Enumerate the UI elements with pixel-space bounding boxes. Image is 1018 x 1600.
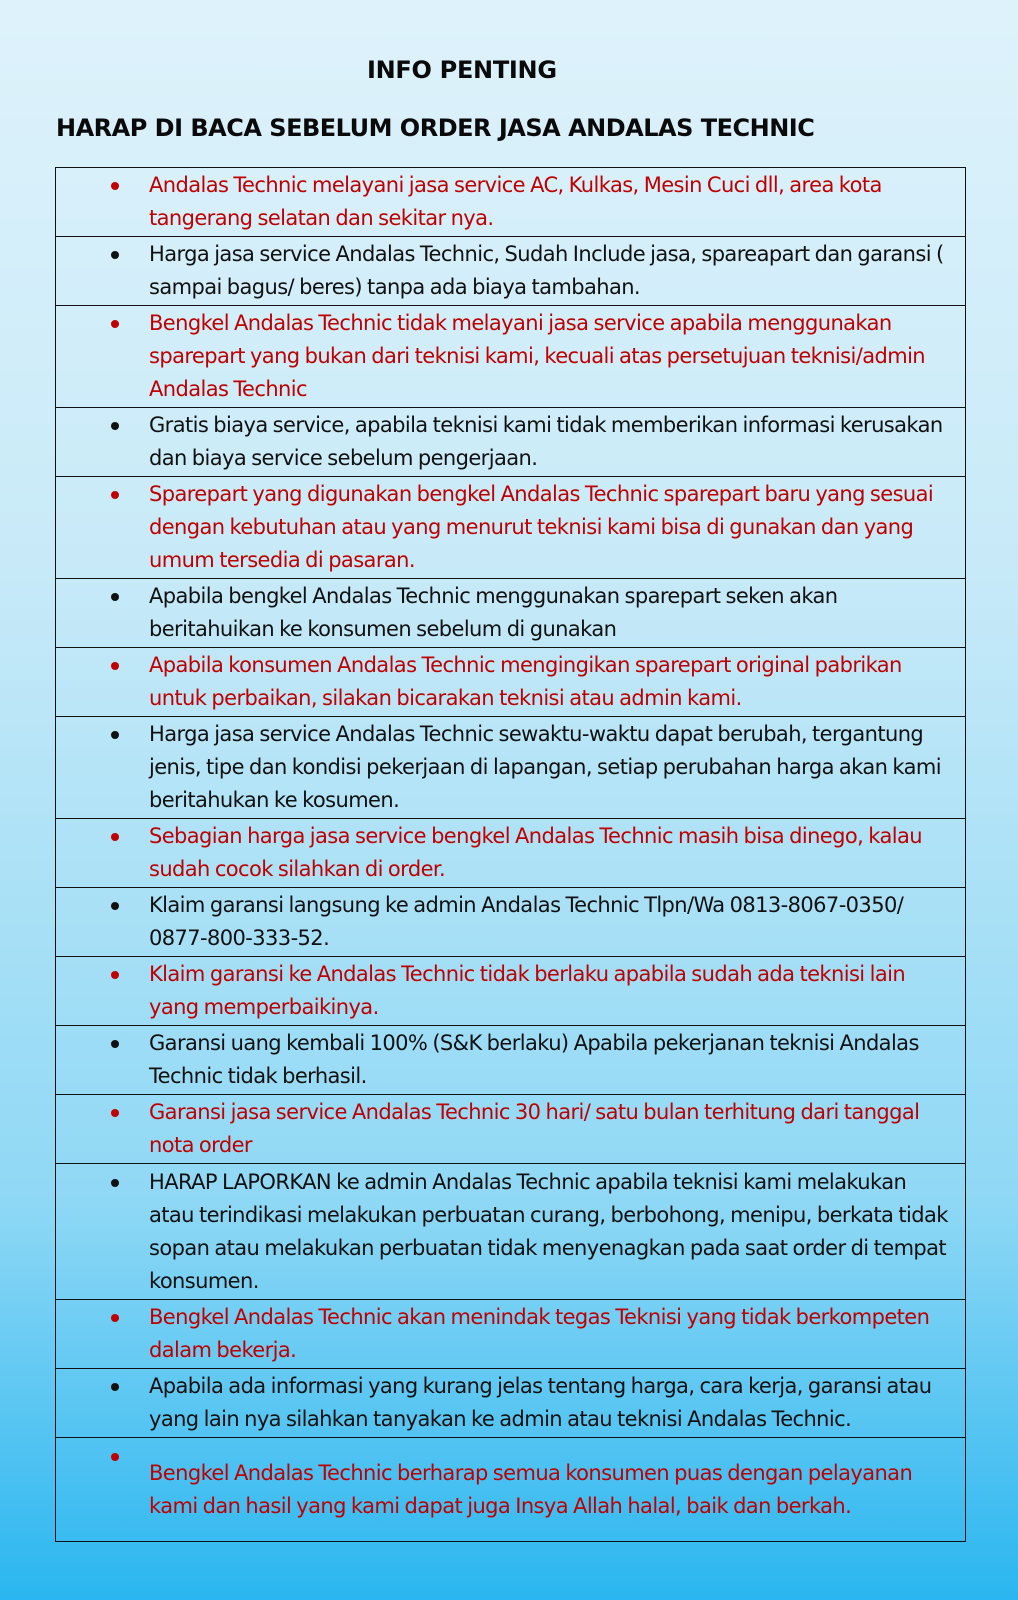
notice-item xyxy=(56,168,965,237)
notice-item-text: HARAP LAPORKAN ke admin Andalas Technic apabila teknisi kami melakukan atau terindikasi melakukan perbuatan curang, berbohong, menipu, berkata tidak sopan atau melakukan perbuatan tidak menyenagkan pada saat order di tempat konsumen. xyxy=(149,1169,948,1293)
page-title: INFO PENTING xyxy=(367,56,557,84)
notice-item xyxy=(56,1095,965,1164)
notice-item xyxy=(56,477,965,579)
notice-item xyxy=(56,957,965,1026)
bullet-icon xyxy=(111,1314,119,1322)
notice-item xyxy=(56,819,965,888)
notice-table xyxy=(55,167,966,1542)
notice-item-text: Gratis biaya service, apabila teknisi kami tidak memberikan informasi kerusakan dan biaya service sebelum pengerjaan. xyxy=(149,413,943,470)
bullet-icon xyxy=(111,1453,119,1461)
notice-item-text: Klaim garansi langsung ke admin Andalas Technic Tlpn/Wa 0813-8067-0350/ 0877-800-333-52. xyxy=(149,893,904,950)
bullet-icon xyxy=(111,182,119,190)
notice-item xyxy=(56,648,965,717)
notice-item xyxy=(56,306,965,408)
bullet-icon xyxy=(111,833,119,841)
bullet-icon xyxy=(111,902,119,910)
notice-item-text: Garansi jasa service Andalas Technic 30 hari/ satu bulan terhitung dari tanggal nota order xyxy=(149,1100,920,1157)
notice-item-text: Klaim garansi ke Andalas Technic tidak berlaku apabila sudah ada teknisi lain yang memperbaikinya. xyxy=(149,962,906,1019)
bullet-icon xyxy=(111,731,119,739)
notice-item-text: Apabila ada informasi yang kurang jelas tentang harga, cara kerja, garansi atau yang lain nya silahkan tanyakan ke admin atau teknisi Andalas Technic. xyxy=(149,1374,932,1431)
notice-item-text: Harga jasa service Andalas Technic, Sudah Include jasa, spareapart dan garansi ( sampai bagus/ beres) tanpa ada biaya tambahan. xyxy=(149,242,944,299)
notice-item xyxy=(56,237,965,306)
bullet-icon xyxy=(111,662,119,670)
notice-item xyxy=(56,1026,965,1095)
notice-item xyxy=(56,1369,965,1438)
notice-item-text: Garansi uang kembali 100% (S&K berlaku) Apabila pekerjanan teknisi Andalas Technic tidak berhasil. xyxy=(149,1031,919,1088)
notice-item xyxy=(56,1300,965,1369)
bullet-icon xyxy=(111,971,119,979)
notice-item-text: Apabila konsumen Andalas Technic mengingikan sparepart original pabrikan untuk perbaikan, silakan bicarakan teknisi atau admin kami. xyxy=(149,653,902,710)
notice-item xyxy=(56,408,965,477)
bullet-icon xyxy=(111,593,119,601)
bullet-icon xyxy=(111,422,119,430)
notice-item-text: Sebagian harga jasa service bengkel Andalas Technic masih bisa dinego, kalau sudah cocok silahkan di order. xyxy=(149,824,922,881)
notice-item xyxy=(56,1438,965,1541)
bullet-icon xyxy=(111,320,119,328)
notice-item xyxy=(56,1164,965,1300)
notice-item-text: Bengkel Andalas Technic tidak melayani jasa service apabila menggunakan sparepart yang bukan dari teknisi kami, kecuali atas persetujuan teknisi/admin Andalas Technic xyxy=(149,311,926,401)
bullet-icon xyxy=(111,491,119,499)
notice-item-text: Bengkel Andalas Technic berharap semua konsumen puas dengan pelayanan kami dan hasil yang kami dapat juga Insya Allah halal, baik dan berkah. xyxy=(149,1460,913,1518)
notice-item-text: Andalas Technic melayani jasa service AC, Kulkas, Mesin Cuci dll, area kota tangerang selatan dan sekitar nya. xyxy=(149,173,882,230)
notice-item-text: Apabila bengkel Andalas Technic menggunakan sparepart seken akan beritahuikan ke konsumen sebelum di gunakan xyxy=(149,584,838,641)
notice-item xyxy=(56,579,965,648)
bullet-icon xyxy=(111,1040,119,1048)
bullet-icon xyxy=(111,1109,119,1117)
bullet-icon xyxy=(111,251,119,259)
notice-item xyxy=(56,717,965,819)
page-subtitle: HARAP DI BACA SEBELUM ORDER JASA ANDALAS TECHNIC xyxy=(56,114,815,142)
notice-item-text: Bengkel Andalas Technic akan menindak tegas Teknisi yang tidak berkompeten dalam bekerja. xyxy=(149,1305,930,1362)
notice-item xyxy=(56,888,965,957)
notice-item-text: Sparepart yang digunakan bengkel Andalas Technic sparepart baru yang sesuai dengan kebutuhan atau yang menurut teknisi kami bisa di gunakan dan yang umum tersedia di pasaran. xyxy=(149,482,934,572)
bullet-icon xyxy=(111,1383,119,1391)
bullet-icon xyxy=(111,1179,119,1187)
notice-item-text: Harga jasa service Andalas Technic sewaktu-waktu dapat berubah, tergantung jenis, tipe dan kondisi pekerjaan di lapangan, setiap perubahan harga akan kami beritahukan ke kosumen. xyxy=(149,722,941,812)
